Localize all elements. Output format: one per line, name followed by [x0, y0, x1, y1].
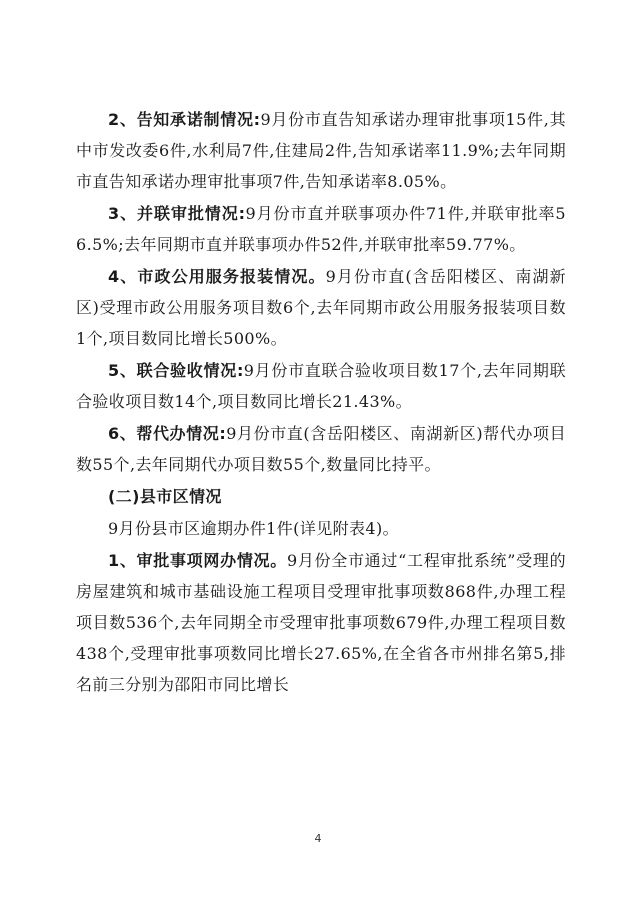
paragraph-joint-acceptance — [76, 355, 566, 417]
paragraph-heading: 2、告知承诺制情况: — [108, 110, 261, 129]
paragraph-text: 9月份市直联合验收项目数17个,去年同期联合验收项目数14个,项目数同比增长21.43%。 — [76, 361, 566, 411]
paragraph-parallel-approval — [76, 198, 566, 260]
paragraph-heading: 1、审批事项网办情况。 — [108, 551, 287, 570]
paragraph-heading: 4、市政公用服务报装情况。 — [108, 267, 326, 286]
document-body — [76, 104, 566, 701]
paragraph-heading: 6、帮代办情况: — [108, 424, 227, 443]
paragraph-text: 9月份市直告知承诺办理审批事项15件,其中市发改委6件,水利局7件,住建局2件,告知承诺率11.9%;去年同期市直告知承诺办理审批事项7件,告知承诺率8.05%。 — [76, 110, 566, 191]
paragraph-text: 9月份市直(含岳阳楼区、南湖新区)帮代办项目数55个,去年同期代办项目数55个,数量同比持平。 — [76, 424, 566, 474]
page-number: 4 — [314, 832, 322, 845]
paragraph-heading: 5、联合验收情况: — [108, 361, 244, 380]
paragraph-online-approval — [76, 545, 566, 700]
paragraph-heading: 3、并联审批情况: — [108, 204, 246, 223]
paragraph-municipal-service — [76, 261, 566, 354]
section-intro: 9月份县市区逾期办件1件(详见附表4)。 — [108, 519, 400, 538]
paragraph-notification-commitment — [76, 104, 566, 197]
section-heading-county: (二)县市区情况 — [108, 487, 222, 506]
paragraph-text: 9月份市直(含岳阳楼区、南湖新区)受理市政公用服务项目数6个,去年同期市政公用服务报装项目数1个,项目数同比增长500%。 — [76, 267, 566, 348]
paragraph-text: 9月份市直并联事项办件71件,并联审批率56.5%;去年同期市直并联事项办件52件,并联审批率59.77%。 — [76, 204, 566, 254]
paragraph-agency-service — [76, 418, 566, 480]
paragraph-text: 9月份全市通过“工程审批系统”受理的房屋建筑和城市基础设施工程项目受理审批事项数868件,办理工程项目数536个,去年同期全市受理审批事项数679件,办理工程项目数438个,受理审批事项数同比增长27.65%,在全省各市州排名第5,排名前三分别为邵阳市同比增长 — [76, 551, 566, 694]
